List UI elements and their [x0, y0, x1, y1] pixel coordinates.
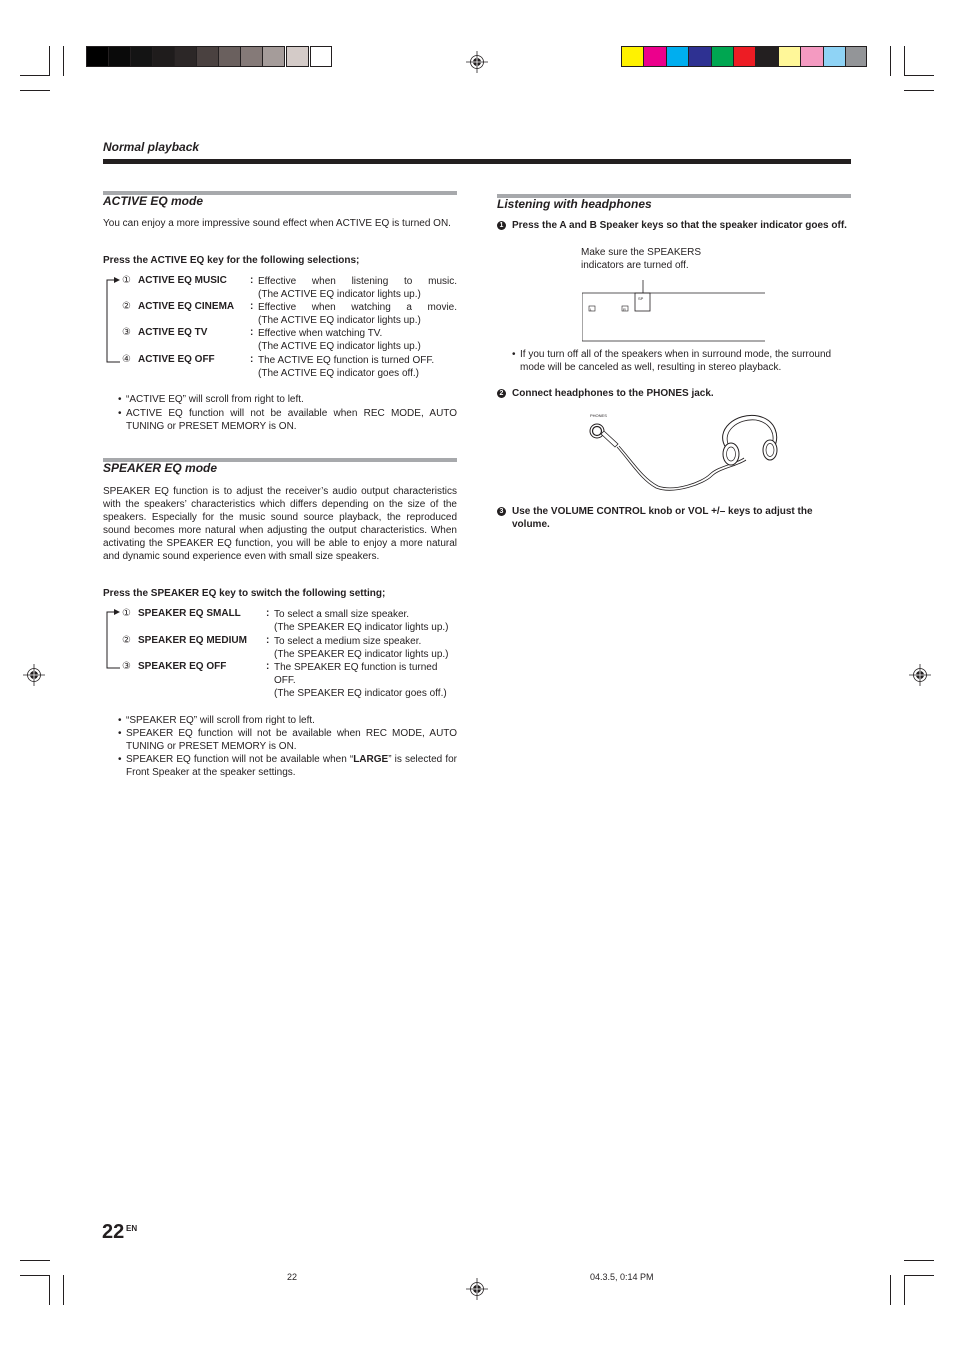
- option-note: (The ACTIVE EQ indicator lights up.): [258, 341, 421, 352]
- crop-mark: [20, 1275, 50, 1276]
- step-2-text: Connect headphones to the PHONES jack.: [512, 388, 714, 399]
- registration-mark-icon: [466, 1278, 488, 1300]
- active-eq-intro: You can enjoy a more impressive sound effect when ACTIVE EQ is turned ON.: [103, 218, 451, 229]
- speaker-eq-title: SPEAKER EQ mode: [103, 461, 218, 475]
- swatch: [823, 46, 846, 67]
- option-description: The SPEAKER EQ function is turned: [274, 662, 438, 673]
- crop-mark: [20, 75, 50, 76]
- front-display-illustration: [582, 280, 766, 342]
- crop-mark: [904, 90, 934, 91]
- option-number: ③: [122, 661, 131, 672]
- option-description: Effective when watching a movie.: [258, 302, 457, 313]
- swatch: [778, 46, 801, 67]
- swatch: [733, 46, 756, 67]
- crop-mark: [904, 1275, 934, 1276]
- crop-mark: [49, 1275, 50, 1305]
- option-description-continued: OFF.: [274, 675, 296, 686]
- swatch: [240, 46, 263, 67]
- crop-mark: [49, 46, 50, 76]
- print-page-number: 22: [287, 1272, 298, 1282]
- swatch: [218, 46, 241, 67]
- note-emphasis: LARGE: [353, 754, 389, 765]
- phones-jack-label: PHONES: [590, 413, 607, 418]
- swatch: [130, 46, 153, 67]
- option-colon: :: [266, 661, 270, 672]
- crop-mark: [20, 90, 50, 91]
- note-item: • ACTIVE EQ function will not be available when REC MODE, AUTO TUNING or PRESET MEMORY is ON.: [118, 407, 457, 433]
- option-number: ②: [122, 635, 131, 646]
- option-number: ①: [122, 275, 131, 286]
- header-rule: [103, 159, 851, 164]
- swatch: [196, 46, 219, 67]
- option-colon: :: [250, 301, 254, 312]
- crop-mark: [904, 75, 934, 76]
- speaker-eq-instruction: Press the SPEAKER EQ key to switch the following setting;: [103, 588, 386, 599]
- active-eq-title: ACTIVE EQ mode: [103, 194, 204, 208]
- swatch: [800, 46, 824, 67]
- note-item: • “ACTIVE EQ” will scroll from right to left.: [118, 393, 457, 406]
- swatch: [666, 46, 689, 67]
- registration-mark-icon: [466, 51, 488, 73]
- option-name: SPEAKER EQ OFF: [138, 661, 227, 672]
- headphones-icon: [586, 414, 780, 494]
- print-timestamp: 04.3.5, 0:14 PM: [590, 1272, 654, 1282]
- option-number: ③: [122, 327, 131, 338]
- swatch: [174, 46, 197, 67]
- option-note: (The SPEAKER EQ indicator lights up.): [274, 622, 449, 633]
- swatch: [711, 46, 734, 67]
- option-name: SPEAKER EQ SMALL: [138, 608, 241, 619]
- swatch: [621, 46, 644, 67]
- page-number: 22: [102, 1221, 125, 1243]
- swatch: [755, 46, 779, 67]
- display-label-r: R: [623, 307, 626, 312]
- option-colon: :: [250, 354, 254, 365]
- swatch: [262, 46, 285, 67]
- cycle-arrow-icon: [104, 276, 120, 368]
- display-label-l: L: [590, 307, 593, 312]
- option-note: (The SPEAKER EQ indicator lights up.): [274, 649, 449, 660]
- option-note: (The ACTIVE EQ indicator goes off.): [258, 368, 419, 379]
- crop-mark: [890, 46, 891, 76]
- option-name: ACTIVE EQ CINEMA: [138, 301, 235, 312]
- option-name: SPEAKER EQ MEDIUM: [138, 635, 247, 646]
- display-caption: Make sure the SPEAKERS indicators are turned off.: [581, 247, 702, 271]
- speaker-eq-intro: SPEAKER EQ function is to adjust the receiver’s audio output characteristics with the speakers’ characteristics which differs depending on the size of the speakers. Especially for the music sound source playback, the reproduced sound becomes more natural when adjusting the output characteristics. When activating the SPEAKER EQ function, you will be able to enjoy a more natural and dynamic sound experience even with small size speakers.: [103, 486, 457, 562]
- option-colon: :: [266, 635, 270, 646]
- option-number: ④: [122, 354, 131, 365]
- note-text: ” is selected for Front Speaker at the speaker settings.: [126, 754, 457, 778]
- crop-mark: [63, 1275, 64, 1305]
- note-item: • If you turn off all of the speakers when in surround mode, the surround mode will be canceled as well, resulting in stereo playback.: [512, 348, 852, 374]
- active-eq-instruction: Press the ACTIVE EQ key for the following selections;: [103, 255, 360, 266]
- option-description: To select a small size speaker.: [274, 609, 410, 620]
- registration-mark-icon: [909, 664, 931, 686]
- swatch: [286, 46, 309, 67]
- option-note: (The ACTIVE EQ indicator lights up.): [258, 289, 421, 300]
- headphones-title: Listening with headphones: [497, 197, 652, 211]
- crop-mark: [20, 1260, 50, 1261]
- option-description: Effective when listening to music.: [258, 276, 457, 287]
- step-3-icon: 3: [497, 507, 506, 516]
- option-colon: :: [250, 327, 254, 338]
- swatch: [643, 46, 667, 67]
- step-2-icon: 2: [497, 389, 506, 398]
- note-item: [118, 753, 457, 779]
- crop-mark: [63, 46, 64, 76]
- swatch: [688, 46, 712, 67]
- swatch: [152, 46, 175, 67]
- option-name: ACTIVE EQ TV: [138, 327, 208, 338]
- note-item: • “SPEAKER EQ” will scroll from right to left.: [118, 714, 457, 727]
- swatch: [108, 46, 131, 67]
- step-1-icon: 1: [497, 221, 506, 230]
- section-header: Normal playback: [103, 140, 200, 154]
- option-description: To select a medium size speaker.: [274, 636, 422, 647]
- cycle-arrow-icon: [104, 608, 120, 674]
- option-name: ACTIVE EQ MUSIC: [138, 275, 227, 286]
- crop-mark: [904, 1260, 934, 1261]
- crop-mark: [904, 1275, 905, 1305]
- crop-mark: [890, 1275, 891, 1305]
- registration-mark-icon: [23, 664, 45, 686]
- swatch: [310, 46, 332, 67]
- option-description: Effective when watching TV.: [258, 328, 383, 339]
- note-item: • SPEAKER EQ function will not be available when REC MODE, AUTO TUNING or PRESET MEMORY is ON.: [118, 727, 457, 753]
- step-1-text: Press the A and B Speaker keys so that the speaker indicator goes off.: [512, 220, 847, 231]
- option-description: The ACTIVE EQ function is turned OFF.: [258, 355, 435, 366]
- option-colon: :: [266, 608, 270, 619]
- step-3-text: Use the VOLUME CONTROL knob or VOL +/– keys to adjust the volume.: [512, 506, 813, 530]
- swatch: [86, 46, 109, 67]
- crop-mark: [904, 46, 905, 76]
- option-note: (The ACTIVE EQ indicator lights up.): [258, 315, 421, 326]
- option-note: (The SPEAKER EQ indicator goes off.): [274, 688, 447, 699]
- language-code: EN: [126, 1224, 138, 1233]
- swatch: [845, 46, 867, 67]
- display-label-sp: SP: [638, 296, 644, 301]
- note-text: SPEAKER EQ function will not be available when “: [126, 754, 354, 765]
- option-name: ACTIVE EQ OFF: [138, 354, 215, 365]
- option-number: ①: [122, 608, 131, 619]
- option-colon: :: [250, 275, 254, 286]
- option-number: ②: [122, 301, 131, 312]
